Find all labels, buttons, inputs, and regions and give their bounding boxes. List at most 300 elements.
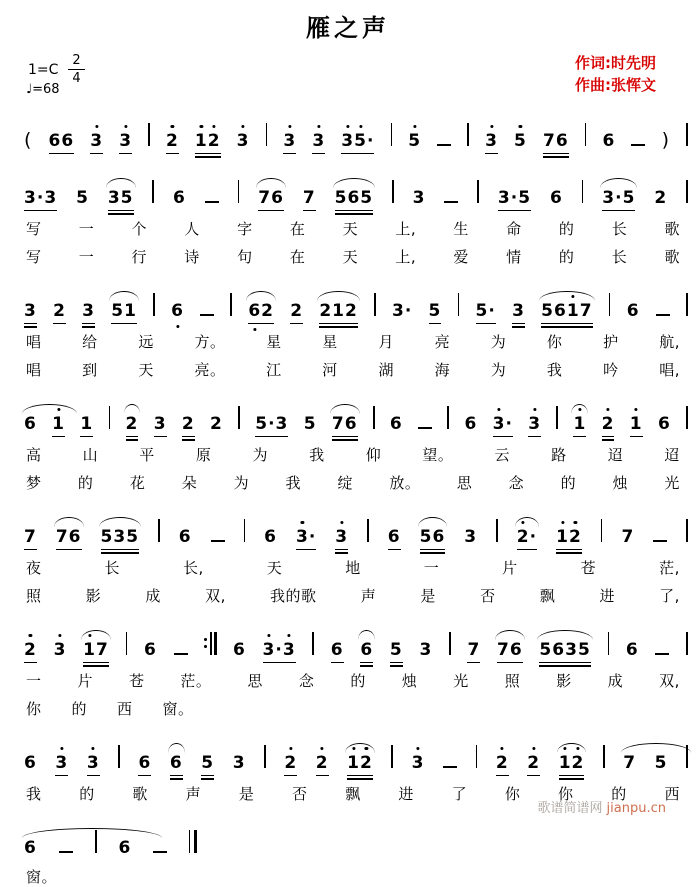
lyric-syllable: 望。 <box>422 446 454 464</box>
lyric-syllable: 我 <box>285 474 302 492</box>
note-token: 12 <box>559 753 585 776</box>
duration-dash <box>174 653 188 655</box>
score-system <box>0 110 696 154</box>
slur-arc <box>539 291 594 301</box>
note-token: 2 <box>290 301 303 324</box>
lyric-syllable: 我 <box>26 785 42 803</box>
note-token: 12 <box>556 527 582 550</box>
duration-dash <box>653 540 667 542</box>
bar-line <box>477 180 479 203</box>
lyric-syllable: 写 <box>26 220 42 238</box>
note-row <box>0 110 696 154</box>
lyric-syllable: 念 <box>298 672 315 690</box>
bar-line <box>126 632 128 655</box>
lyric-syllable: 字 <box>237 220 253 238</box>
note-token: 5617 <box>541 301 592 324</box>
lyric-syllable: 西 <box>664 785 680 803</box>
note-row <box>0 732 696 776</box>
note-token: 2· <box>517 527 537 550</box>
note-token: 7 <box>467 640 480 663</box>
tempo-value: =68 <box>32 82 60 97</box>
duration-dash <box>205 201 219 203</box>
bar-line <box>686 293 688 316</box>
bar-line <box>312 632 314 655</box>
note-token: 3 <box>236 131 250 151</box>
note-token: 3 <box>312 131 325 154</box>
note-token: 5·3 <box>255 414 288 437</box>
lyric-syllable: 烛 <box>401 672 418 690</box>
lyric-syllable: 亮 <box>434 333 451 351</box>
lyric-syllable: 窗。 <box>26 868 58 886</box>
lyric-syllable: 否 <box>292 785 308 803</box>
lyric-syllable: 命 <box>506 220 522 238</box>
lyric-syllable: 远 <box>138 333 154 351</box>
slur-arc <box>256 178 286 188</box>
note-token: 5 <box>408 131 422 151</box>
bar-line <box>585 123 587 146</box>
note-token: 2 <box>496 753 509 776</box>
lyric-syllable: 长 <box>611 220 628 238</box>
note-token: 6 <box>389 414 403 434</box>
note-token: 3 <box>464 527 478 547</box>
lyric-syllable: 苍 <box>128 672 145 690</box>
lyric-syllable: 的 <box>558 248 575 266</box>
note-token: 3· <box>493 414 513 437</box>
note-token: 1 <box>80 414 93 437</box>
bar-line <box>556 406 558 429</box>
bar-line <box>449 632 451 655</box>
lyric-syllable: 的 <box>77 474 94 492</box>
note-token: 3 <box>283 131 296 154</box>
note-token: 3 <box>24 301 37 324</box>
bar-line <box>109 406 111 429</box>
lyric-syllable: 歌 <box>664 220 680 238</box>
lyric-syllable: 航, <box>659 333 680 351</box>
bar-line <box>391 123 393 146</box>
bar-line <box>609 293 611 316</box>
lyric-syllable: 长, <box>182 559 204 577</box>
bar-line <box>153 293 155 316</box>
note-token: 2 <box>126 414 139 437</box>
lyric-syllable: 一 <box>26 672 42 690</box>
lyric-syllable: 烛 <box>612 474 628 492</box>
lyric-syllable: 天 <box>266 559 283 577</box>
lyric-syllable: 湖 <box>378 361 394 379</box>
note-token: 12 <box>195 131 221 154</box>
note-token: 2 <box>24 640 37 663</box>
slur-arc <box>358 630 375 640</box>
note-token: 5 <box>654 753 668 773</box>
lyric-syllable: 的 <box>79 785 95 803</box>
time-signature <box>68 54 84 85</box>
slur-arc <box>168 743 185 753</box>
lyric-line <box>0 444 696 465</box>
note-token: 6 <box>388 527 401 550</box>
final-barline <box>189 830 197 853</box>
note-token: 6 <box>171 301 184 321</box>
note-token: 1 <box>630 414 643 437</box>
lyric-syllable: 一 <box>78 248 95 266</box>
note-token: 3 <box>82 301 95 324</box>
lyric-syllable: 你 <box>558 785 574 803</box>
slur-arc <box>600 178 637 188</box>
lyric-line <box>0 670 696 691</box>
lyric-syllable: 上, <box>395 248 417 266</box>
lyric-line <box>0 246 696 267</box>
lyric-syllable: 你 <box>26 700 42 718</box>
lyric-syllable: 海 <box>434 361 451 379</box>
slur-arc <box>246 291 276 301</box>
note-token: 212 <box>319 301 358 324</box>
slur-arc <box>537 630 592 640</box>
lyric-syllable: 影 <box>85 587 102 605</box>
score-system <box>0 506 696 606</box>
bar-line <box>582 180 584 203</box>
bar-line <box>373 406 375 429</box>
lyric-syllable: 情 <box>506 248 522 266</box>
song-title: 雁之声 <box>306 16 390 42</box>
lyric-syllable: 是 <box>420 587 436 605</box>
note-token: 6 <box>178 527 192 547</box>
slur-arc <box>317 291 360 301</box>
note-token: 3 <box>154 414 167 437</box>
lyric-syllable: 爱 <box>453 248 469 266</box>
note-token: 5 <box>429 301 442 324</box>
note-token: 2 <box>182 414 195 437</box>
lyric-syllable: 唱 <box>26 333 42 351</box>
lyric-syllable: 山 <box>82 446 99 464</box>
note-token: 6 <box>170 753 183 776</box>
note-token: 2 <box>210 414 223 434</box>
slur-arc <box>81 630 111 640</box>
note-token: 6 <box>173 188 186 208</box>
bar-line <box>447 406 449 429</box>
tempo-note-icon: ♩ <box>26 82 33 97</box>
composer-credit: 作曲:张恽文 <box>575 76 656 94</box>
bar-line <box>118 745 120 768</box>
repeat-sign <box>204 632 216 655</box>
note-token: 76 <box>332 414 358 437</box>
lyric-line <box>0 218 696 239</box>
score-system <box>0 619 696 719</box>
lyric-syllable: 在 <box>289 220 306 238</box>
watermark-site-url: jianpu.cn <box>606 801 666 816</box>
note-token: 2 <box>53 301 66 324</box>
note-token: 6 <box>549 188 563 208</box>
key-signature <box>28 54 85 85</box>
bar-line <box>686 632 688 655</box>
lyric-syllable: 双, <box>659 672 680 690</box>
lyric-syllable: 仰 <box>365 446 382 464</box>
lyric-syllable: 唱 <box>26 361 42 379</box>
note-token: 12 <box>347 753 373 776</box>
lyric-syllable: 写 <box>26 248 42 266</box>
lyric-syllable: 西 <box>117 700 133 718</box>
lyric-syllable: 是 <box>238 785 255 803</box>
note-token: 2 <box>284 753 297 776</box>
slur-arc <box>345 743 375 753</box>
lyric-syllable: 生 <box>453 220 469 238</box>
lyric-syllable: 云 <box>494 446 511 464</box>
score-system <box>0 817 696 887</box>
bar-line <box>686 745 688 768</box>
lyric-syllable: 一 <box>78 220 95 238</box>
time-denominator: 4 <box>72 71 81 86</box>
lyric-syllable: 朵 <box>181 474 198 492</box>
note-token: 2 <box>166 131 179 154</box>
score-system <box>0 167 696 267</box>
lyric-syllable: 上, <box>395 220 417 238</box>
slur-arc <box>418 517 448 527</box>
lyric-syllable: 你 <box>546 333 563 351</box>
lyric-syllable: 飘 <box>345 785 361 803</box>
note-token: 565 <box>335 188 374 211</box>
credits <box>575 52 656 96</box>
lyric-syllable: 为 <box>233 474 250 492</box>
note-token: 5635 <box>539 640 590 663</box>
bar-line <box>230 293 232 316</box>
lyric-syllable: 原 <box>195 446 212 464</box>
note-token: 5 <box>514 131 527 151</box>
lyric-syllable: 月 <box>378 333 394 351</box>
lyric-line <box>0 557 696 578</box>
lyric-syllable: 照 <box>504 672 521 690</box>
note-token: 6 <box>602 131 616 151</box>
lyric-syllable: 的 <box>71 700 88 718</box>
lyric-syllable: 路 <box>551 446 567 464</box>
lyric-syllable: 你 <box>504 785 521 803</box>
note-token: 7 <box>24 527 37 550</box>
note-token: 5 <box>303 414 317 434</box>
bar-line <box>244 519 246 542</box>
slur-arc <box>333 178 376 188</box>
note-token: 5 <box>390 640 403 663</box>
slur-arc <box>515 517 539 527</box>
note-token: 17 <box>83 640 109 663</box>
lyric-syllable: 个 <box>131 220 148 238</box>
duration-dash <box>656 314 670 316</box>
lyricist-credit: 作词:时先明 <box>575 54 656 72</box>
duration-dash <box>443 766 457 768</box>
lyric-syllable: 河 <box>322 361 338 379</box>
lyric-syllable: 一 <box>423 559 440 577</box>
note-token: 3 <box>412 188 426 208</box>
note-token: 7 <box>623 753 636 773</box>
note-token: 3 <box>419 640 433 660</box>
note-token: 76 <box>56 527 82 550</box>
lyric-syllable: 梦 <box>26 474 42 492</box>
note-token: 3 <box>411 753 425 773</box>
lyric-syllable: 我 <box>309 446 325 464</box>
note-token: 3·5 <box>602 188 635 211</box>
bar-line <box>148 123 150 146</box>
note-token: 6 <box>232 640 246 660</box>
bar-line <box>238 180 240 203</box>
lyric-line <box>0 698 696 719</box>
note-token: 7 <box>621 527 635 547</box>
note-token: 51 <box>111 301 137 324</box>
note-token: 535 <box>101 527 140 550</box>
lyric-syllable: 迢 <box>664 446 680 464</box>
lyric-syllable: 亮。 <box>194 361 226 379</box>
lyric-syllable: 思 <box>456 474 473 492</box>
lyric-syllable: 的 <box>350 672 366 690</box>
bar-line <box>95 830 97 853</box>
note-token: 6 <box>626 301 640 321</box>
note-token: 1 <box>52 414 65 437</box>
note-row <box>0 167 696 211</box>
lyric-syllable: 迢 <box>607 446 624 464</box>
note-row <box>0 619 696 663</box>
lyric-syllable: 地 <box>345 559 361 577</box>
note-token: 5 <box>76 188 89 208</box>
lyric-syllable: 我 <box>546 361 563 379</box>
lyric-syllable: 江 <box>266 361 282 379</box>
lyric-syllable: 高 <box>26 446 42 464</box>
slur-arc <box>106 178 136 188</box>
bar-line <box>496 519 498 542</box>
lyric-syllable: 夜 <box>26 559 42 577</box>
lyric-syllable: 歌 <box>132 785 148 803</box>
duration-dash <box>631 144 645 146</box>
lyric-syllable: 了 <box>451 785 468 803</box>
note-token: 3·3 <box>263 640 296 663</box>
lyric-syllable: 的 <box>611 785 627 803</box>
watermark <box>538 797 666 816</box>
lyric-syllable: 天 <box>342 248 359 266</box>
lyric-syllable: 为 <box>252 446 269 464</box>
meta-row <box>0 50 696 108</box>
duration-dash <box>59 851 73 853</box>
duration-dash <box>153 851 167 853</box>
lyric-syllable: 否 <box>480 587 496 605</box>
lyric-syllable: 片 <box>77 672 93 690</box>
lyric-syllable: 茫。 <box>180 672 212 690</box>
lyric-syllable: 诗 <box>184 248 200 266</box>
lyric-syllable: 天 <box>138 361 154 379</box>
bar-line <box>686 123 688 146</box>
bar-line <box>391 745 393 768</box>
lyric-line <box>0 472 696 493</box>
lyric-syllable: 唱, <box>659 361 680 379</box>
lyric-syllable: 护 <box>603 333 619 351</box>
note-token: 3 <box>87 753 100 776</box>
note-token: 3 <box>485 131 498 154</box>
bar-line <box>601 519 603 542</box>
lyric-syllable: 放。 <box>389 474 421 492</box>
note-token: ) <box>661 129 670 151</box>
lyric-syllable: 思 <box>247 672 263 690</box>
score <box>0 110 696 887</box>
slur-arc <box>330 404 360 414</box>
lyric-line <box>0 359 696 380</box>
note-row <box>0 506 696 550</box>
lyric-syllable: 进 <box>599 587 615 605</box>
lyric-syllable: 吟 <box>603 361 619 379</box>
lyric-syllable: 绽 <box>337 474 353 492</box>
lyric-syllable: 歌 <box>664 248 680 266</box>
bar-line <box>266 123 268 146</box>
note-token: 56 <box>420 527 446 550</box>
lyric-syllable: 给 <box>82 333 98 351</box>
lyric-syllable: 到 <box>82 361 98 379</box>
duration-dash <box>211 540 225 542</box>
lyric-line <box>0 585 696 606</box>
bar-line <box>686 180 688 203</box>
bar-line <box>367 519 369 542</box>
score-system <box>0 393 696 493</box>
note-row <box>0 817 696 859</box>
note-token: 2 <box>654 188 668 208</box>
note-token: 66 <box>49 131 75 154</box>
note-token: 6 <box>24 838 37 858</box>
score-system <box>0 732 696 804</box>
lyric-syllable: 长 <box>104 559 120 577</box>
bar-line <box>264 745 266 768</box>
note-token: 3 <box>232 753 246 773</box>
duration-dash <box>655 653 669 655</box>
lyric-syllable: 飘 <box>539 587 556 605</box>
lyric-syllable: 平 <box>139 446 155 464</box>
note-token: 6 <box>24 414 37 434</box>
lyric-line <box>0 331 696 352</box>
bar-line <box>608 632 610 655</box>
slur-arc <box>54 517 84 527</box>
lyric-syllable: 声 <box>185 785 202 803</box>
lyric-syllable: 影 <box>556 672 572 690</box>
note-token: 3·5 <box>498 188 531 211</box>
score-system <box>0 280 696 380</box>
note-token: 7 <box>303 188 316 211</box>
note-token: 5 <box>201 753 214 776</box>
time-numerator: 2 <box>68 54 84 70</box>
lyric-syllable: 天 <box>342 220 359 238</box>
lyric-syllable: 进 <box>398 785 414 803</box>
slur-arc <box>557 743 587 753</box>
lyric-syllable: 了, <box>659 587 680 605</box>
note-token: 6 <box>143 640 157 660</box>
bar-line <box>458 293 460 316</box>
note-token: 6 <box>360 640 373 663</box>
lyric-syllable: 窗。 <box>162 700 194 718</box>
lyric-syllable: 念 <box>508 474 525 492</box>
bar-line <box>476 745 478 768</box>
lyric-syllable: 星 <box>322 333 338 351</box>
note-token: 3·3 <box>24 188 57 211</box>
note-token: 76 <box>497 640 523 663</box>
lyric-syllable: 人 <box>184 220 200 238</box>
duration-dash <box>437 144 451 146</box>
lyric-syllable: 成 <box>607 672 624 690</box>
note-token: 6 <box>118 838 132 858</box>
bar-line <box>686 519 688 542</box>
note-token: 6 <box>138 753 151 776</box>
note-token: 2 <box>527 753 540 776</box>
duration-dash <box>444 201 458 203</box>
lyric-syllable: 双, <box>205 587 226 605</box>
slur-arc <box>22 404 77 414</box>
bar-line <box>686 406 688 429</box>
slur-arc <box>621 743 691 753</box>
duration-dash <box>200 314 214 316</box>
lyric-syllable: 行 <box>131 248 148 266</box>
lyric-syllable: 苍 <box>580 559 597 577</box>
note-token: 6 <box>464 414 478 434</box>
note-token: 2 <box>602 414 615 437</box>
note-token: 3 <box>528 414 541 437</box>
bar-line <box>603 745 605 768</box>
note-token: 1 <box>573 414 586 437</box>
